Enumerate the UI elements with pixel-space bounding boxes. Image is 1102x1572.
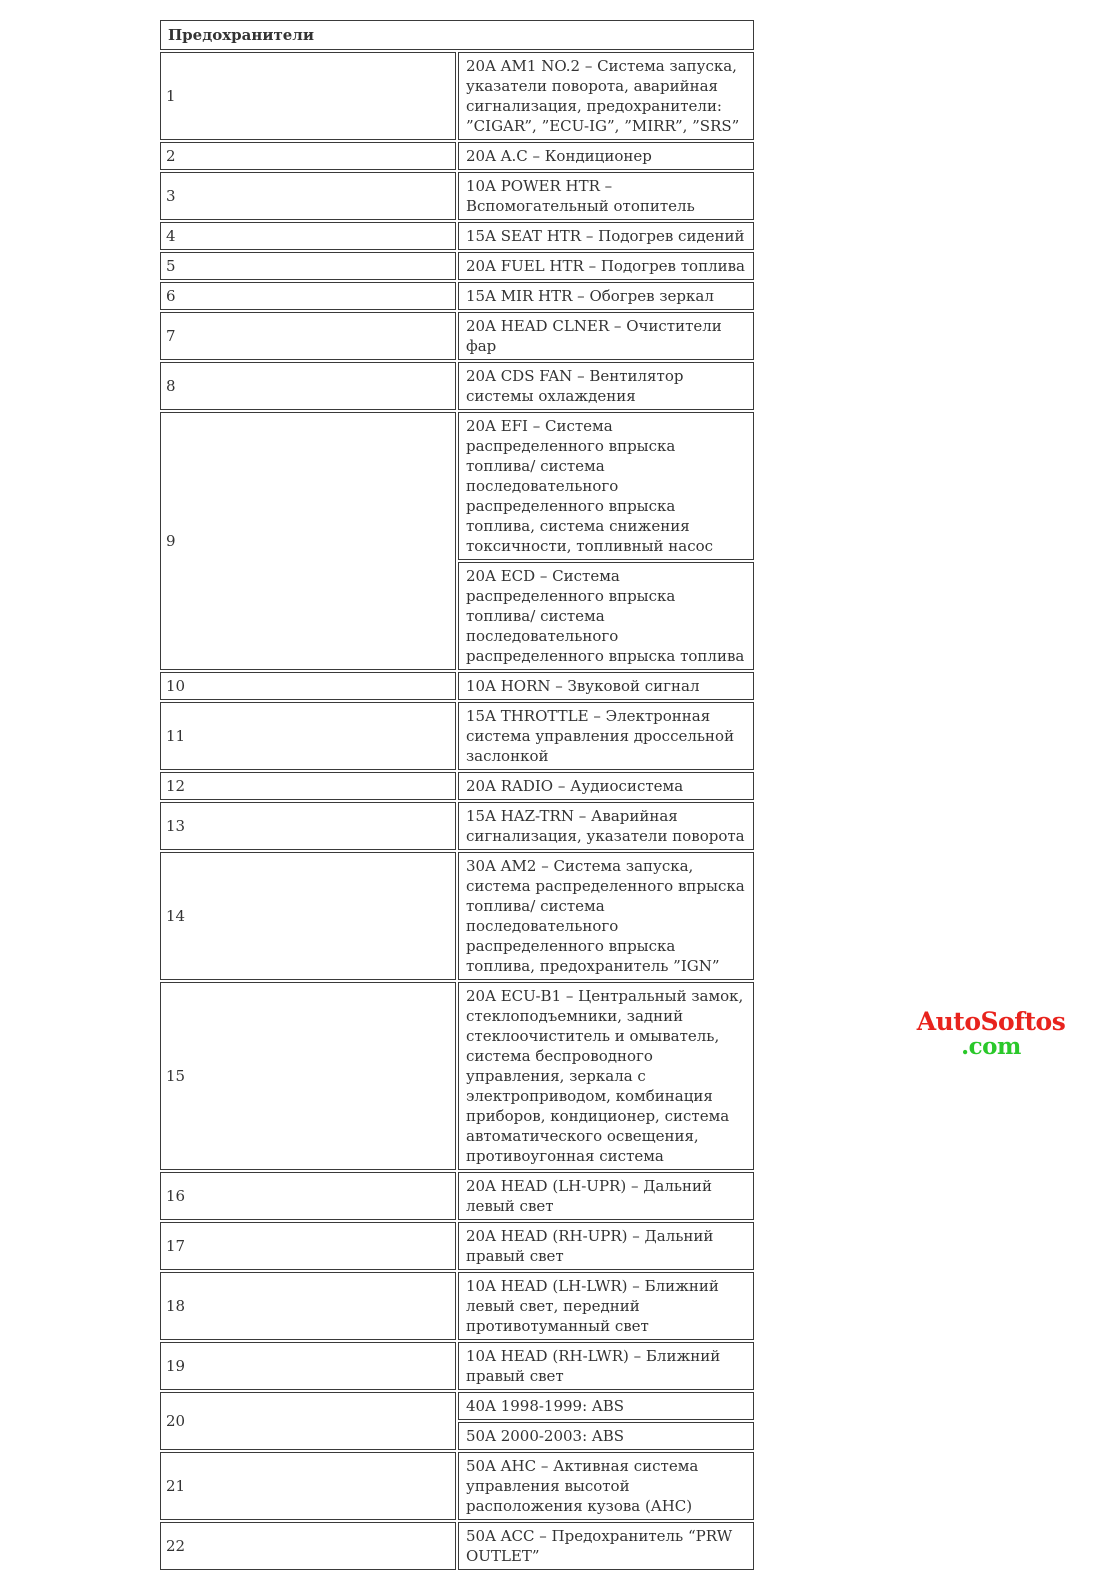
fuse-description: 20A HEAD (RH-UPR) – Дальний правый свет	[458, 1222, 754, 1270]
table-row	[160, 1172, 754, 1220]
fuse-description: 20A ECD – Система распределенного впрыска топлива/ система последовательного распределенного впрыска топлива	[458, 562, 754, 670]
fuse-number: 11	[160, 702, 456, 770]
fuse-description: 50A ACC – Предохранитель “PRW OUTLET”	[458, 1522, 754, 1570]
fuse-description: 20A HEAD (LH-UPR) – Дальний левый свет	[458, 1172, 754, 1220]
table-row	[160, 142, 754, 170]
fuse-description: 30A AM2 – Система запуска, система распределенного впрыска топлива/ система последовательного распределенного впрыска топлива, предохранитель ”IGN”	[458, 852, 754, 980]
table-row	[160, 852, 754, 980]
fuse-description: 20A FUEL HTR – Подогрев топлива	[458, 252, 754, 280]
fuse-description: 15A THROTTLE – Электронная система управления дроссельной заслонкой	[458, 702, 754, 770]
table-row	[160, 982, 754, 1170]
table-row	[160, 1392, 754, 1420]
table-row	[160, 702, 754, 770]
table-row	[160, 362, 754, 410]
table-body	[160, 52, 754, 1570]
table-row	[160, 252, 754, 280]
table-row	[160, 312, 754, 360]
fuse-description: 20A AM1 NO.2 – Система запуска, указатели поворота, аварийная сигнализация, предохранители: ”CIGAR”, ”ECU-IG”, ”MIRR”, ”SRS”	[458, 52, 754, 140]
fuse-description: 20A HEAD CLNER – Очистители фар	[458, 312, 754, 360]
fuse-number: 7	[160, 312, 456, 360]
fuse-number: 2	[160, 142, 456, 170]
fuse-number: 3	[160, 172, 456, 220]
table-row	[160, 1222, 754, 1270]
fuse-description: 10A HEAD (RH-LWR) – Ближний правый свет	[458, 1342, 754, 1390]
fuse-description: 20A CDS FAN – Вентилятор системы охлаждения	[458, 362, 754, 410]
table-row	[160, 222, 754, 250]
fuse-number: 19	[160, 1342, 456, 1390]
fuse-number: 9	[160, 412, 456, 670]
fuse-number: 8	[160, 362, 456, 410]
fuse-description: 15A MIR HTR – Обогрев зеркал	[458, 282, 754, 310]
watermark-domain: .com	[961, 1033, 1021, 1060]
fuse-description: 10A HEAD (LH-LWR) – Ближний левый свет, передний противотуманный свет	[458, 1272, 754, 1340]
fuse-number: 20	[160, 1392, 456, 1450]
fuse-number: 17	[160, 1222, 456, 1270]
fuse-description: 50A AHC – Активная система управления высотой расположения кузова (AHC)	[458, 1452, 754, 1520]
fuse-description: 15A SEAT HTR – Подогрев сидений	[458, 222, 754, 250]
table-row	[160, 1522, 754, 1570]
fuse-number: 5	[160, 252, 456, 280]
table-row	[160, 412, 754, 560]
fuse-number: 6	[160, 282, 456, 310]
fuse-description: 20A RADIO – Аудиосистема	[458, 772, 754, 800]
fuse-description: 40A 1998-1999: ABS	[458, 1392, 754, 1420]
fuse-description: 10A HORN – Звуковой сигнал	[458, 672, 754, 700]
fuse-description: 20A EFI – Система распределенного впрыска топлива/ система последовательного распределенного впрыска топлива, система снижения токсичности, топливный насос	[458, 412, 754, 560]
fuse-number: 15	[160, 982, 456, 1170]
table-row	[160, 672, 754, 700]
table-header: Предохранители	[160, 20, 754, 50]
table-row	[160, 772, 754, 800]
fuse-description: 20A A.C – Кондиционер	[458, 142, 754, 170]
fuse-number: 16	[160, 1172, 456, 1220]
fuse-description: 10A POWER HTR – Вспомогательный отопитель	[458, 172, 754, 220]
fuse-description: 20A ECU-B1 – Центральный замок, стеклоподъемники, задний стеклоочиститель и омыватель, система беспроводного управления, зеркала с электроприводом, комбинация приборов, кондиционер, система автоматического освещения, противоугонная система	[458, 982, 754, 1170]
fuse-description: 15A HAZ-TRN – Аварийная сигнализация, указатели поворота	[458, 802, 754, 850]
table-row	[160, 1452, 754, 1520]
table-row	[160, 1342, 754, 1390]
fuse-number: 4	[160, 222, 456, 250]
table-row	[160, 802, 754, 850]
table-row	[160, 172, 754, 220]
table-header-row	[160, 20, 754, 50]
fuse-number: 10	[160, 672, 456, 700]
watermark-brand: AutoSoftos	[916, 1007, 1066, 1036]
fuse-number: 14	[160, 852, 456, 980]
fuse-number: 21	[160, 1452, 456, 1520]
fuse-number: 12	[160, 772, 456, 800]
fuse-number: 22	[160, 1522, 456, 1570]
table-row	[160, 282, 754, 310]
fuse-number: 18	[160, 1272, 456, 1340]
fuse-number: 1	[160, 52, 456, 140]
fuse-description: 50A 2000-2003: ABS	[458, 1422, 754, 1450]
fuse-number: 13	[160, 802, 456, 850]
table-row	[160, 52, 754, 140]
table-row	[160, 1272, 754, 1340]
site-watermark	[896, 1008, 1086, 1058]
fuse-table	[158, 18, 756, 1572]
